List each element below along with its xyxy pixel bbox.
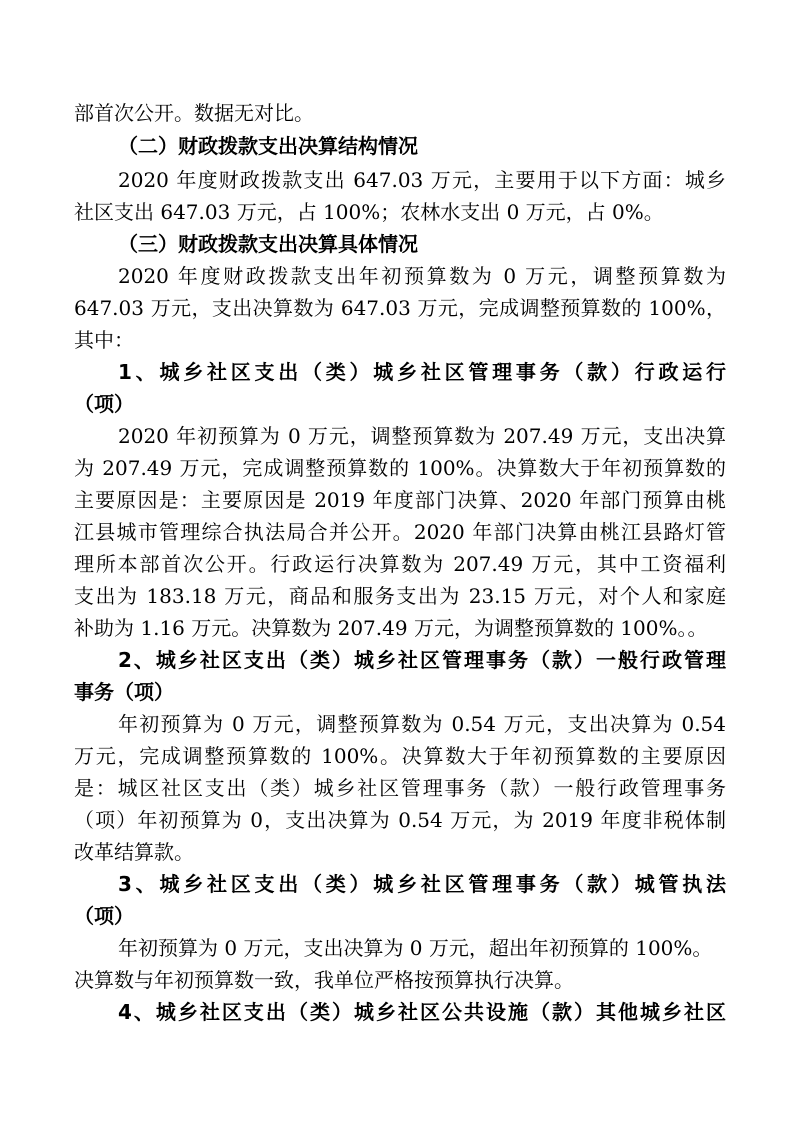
text-line: 2020 年初预算为 0 万元，调整预算数为 207.49 万元，支出决算 xyxy=(118,424,726,448)
text-line: 部首次公开。数据无对比。 xyxy=(74,101,314,125)
text-line: 其中： xyxy=(74,328,134,352)
text-line: 为 207.49 万元，完成调整预算数的 100%。决算数大于年初预算数的 xyxy=(74,456,726,480)
text-line: 社区支出 647.03 万元，占 100%；农林水支出 0 万元，占 0%。 xyxy=(74,200,664,224)
text-line: 2020 年度财政拨款支出年初预算数为 0 万元，调整预算数为 xyxy=(118,264,726,288)
item-heading: 4、城乡社区支出（类）城乡社区公共设施（款）其他城乡社区 xyxy=(118,1000,726,1024)
item-heading: 1、城乡社区支出（类）城乡社区管理事务（款）行政运行 xyxy=(118,360,726,384)
text-line: 年初预算为 0 万元，调整预算数为 0.54 万元，支出决算为 0.54 xyxy=(118,712,726,736)
text-line: 支出为 183.18 万元，商品和服务支出为 23.15 万元，对个人和家庭 xyxy=(74,584,726,608)
section-heading: （二）财政拨款支出决算结构情况 xyxy=(118,134,418,158)
item-heading: 事务（项） xyxy=(74,680,174,704)
text-line: 647.03 万元，支出决算数为 647.03 万元，完成调整预算数的 100%， xyxy=(74,296,726,320)
text-line: 年初预算为 0 万元，支出决算为 0 万元，超出年初预算的 100%。 xyxy=(118,936,713,960)
text-line: 改革结算款。 xyxy=(74,840,194,864)
text-line: 补助为 1.16 万元。决算数为 207.49 万元，为调整预算数的 100%。。 xyxy=(74,616,708,640)
text-line: 万元，完成调整预算数的 100%。决算数大于年初预算数的主要原因 xyxy=(74,744,726,768)
text-line: （项）年初预算为 0，支出决算为 0.54 万元，为 2019 年度非税体制 xyxy=(74,808,726,832)
item-heading: （项） xyxy=(74,392,134,416)
text-line: 理所本部首次公开。行政运行决算数为 207.49 万元，其中工资福利 xyxy=(74,552,726,576)
text-line: 2020 年度财政拨款支出 647.03 万元，主要用于以下方面：城乡 xyxy=(118,168,726,192)
text-line: 江县城市管理综合执法局合并公开。2020 年部门决算由桃江县路灯管 xyxy=(74,520,726,544)
item-heading: 2、城乡社区支出（类）城乡社区管理事务（款）一般行政管理 xyxy=(118,648,726,672)
text-line: 是：城区社区支出（类）城乡社区管理事务（款）一般行政管理事务 xyxy=(74,776,726,800)
section-heading: （三）财政拨款支出决算具体情况 xyxy=(118,232,418,256)
text-line: 决算数与年初预算数一致，我单位严格按预算执行决算。 xyxy=(74,968,574,992)
text-line: 主要原因是：主要原因是 2019 年度部门决算、2020 年部门预算由桃 xyxy=(74,488,726,512)
item-heading: （项） xyxy=(74,904,134,928)
item-heading: 3、城乡社区支出（类）城乡社区管理事务（款）城管执法 xyxy=(118,872,726,896)
